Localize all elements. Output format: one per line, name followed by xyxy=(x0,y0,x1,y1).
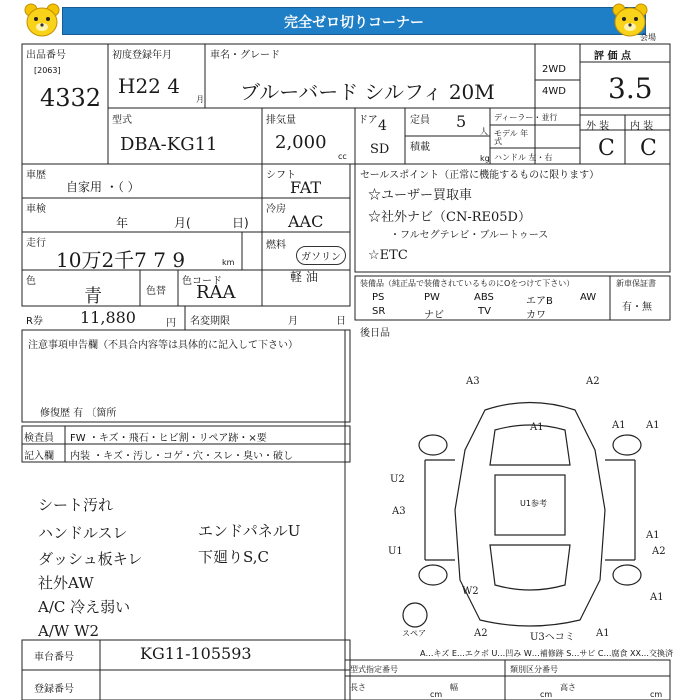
note-4: 社外AW xyxy=(38,574,94,592)
equip-leather: カワ xyxy=(526,310,546,321)
damage-u2: U2 xyxy=(390,474,405,485)
exterior-value: C xyxy=(598,136,615,161)
inspect-label: 車検 xyxy=(26,204,46,215)
damage-a1-right-low: A1 xyxy=(650,592,664,603)
kg-unit: kg xyxy=(480,154,490,163)
damage-a2-bottom: A2 xyxy=(474,628,488,639)
door-value2: SD xyxy=(370,142,390,157)
bottom-cm-2: cm xyxy=(540,690,553,699)
use-label: 車歴 xyxy=(26,170,46,181)
eval-label: 評 価 点 xyxy=(594,51,631,62)
lot-small: [2063] xyxy=(34,66,61,75)
fw-row: FW ・キズ・飛石・ヒビ割・リペア跡・×要 xyxy=(70,433,267,444)
lot-number: 4332 xyxy=(40,84,102,112)
sales-point-3: ・フルセグテレビ・ブルートゥース xyxy=(390,230,549,241)
damage-u3: U3ヘコミ xyxy=(530,632,575,643)
note-1: シート汚れ xyxy=(38,496,114,514)
handle-label: ハンドル 左・右 xyxy=(494,153,553,162)
equip-abs: ABS xyxy=(474,292,494,303)
first-reg-label: 初度登録年月 xyxy=(112,50,172,61)
right-note-1: エンドパネルU xyxy=(198,522,301,540)
bottom-model-label: 型式指定番号 xyxy=(350,665,398,674)
cc-unit: cc xyxy=(338,152,347,161)
load-label: 積載 xyxy=(410,142,430,153)
damage-w2: W2 xyxy=(462,586,479,597)
notes-label: 注意事項申告欄（不具合内容等は具体的に記入して下さい） xyxy=(28,340,298,351)
right-note-2: 下廻りS,C xyxy=(198,548,269,566)
chassis-value: KG11-105593 xyxy=(140,644,252,663)
equip-pw: PW xyxy=(424,292,440,303)
recycle-value: 11,880 xyxy=(80,308,136,327)
eval-value: 3.5 xyxy=(608,72,653,105)
bottom-cm-1: cm xyxy=(430,690,443,699)
damage-a2-right: A2 xyxy=(652,546,666,557)
warranty-label: 新車保証書 xyxy=(616,279,656,288)
note-6: A/W W2 xyxy=(38,622,100,640)
yen-unit: 円 xyxy=(166,318,176,329)
spare-label: スペア xyxy=(402,629,426,638)
entry-label: 記入欄 xyxy=(24,451,54,462)
corner-text: 会場 xyxy=(640,33,656,42)
first-reg-month: 月 xyxy=(196,95,204,104)
bottom-class-label: 類別区分番号 xyxy=(510,665,558,674)
km-unit: km xyxy=(222,258,235,267)
capacity-value: 5 xyxy=(456,112,467,131)
repair-label: 修復歴 有 〔箇所 xyxy=(40,408,117,419)
shift-label: シフト xyxy=(266,170,296,181)
model-year-label: モデル 年式 xyxy=(494,129,529,146)
bottom-height: 高さ xyxy=(560,683,576,692)
fuel-diesel: 軽 油 xyxy=(290,270,318,284)
rear-seat-label: 後日品 xyxy=(360,328,390,339)
exterior-label: 外 装 xyxy=(586,121,610,132)
warranty-value: 有・無 xyxy=(622,302,652,313)
use-value: 自家用 ・（ ） xyxy=(66,180,140,194)
day-unit: 日 xyxy=(336,316,346,327)
ac-label: 冷房 xyxy=(266,204,286,215)
color-change-label: 色替 xyxy=(146,286,166,297)
damage-a1-front: A1 xyxy=(530,422,544,433)
interior-value: C xyxy=(640,136,657,161)
car-label: 車名・グレード xyxy=(210,50,280,61)
displacement-label: 排気量 xyxy=(266,115,296,126)
bottom-cm-3: cm xyxy=(650,690,663,699)
month-unit: 月 xyxy=(288,316,298,327)
type-label: 型式 xyxy=(112,115,132,126)
legend: A…キズ E…エクボ U…凹み W…補修跡 S…サビ C…腐食 XX…交換済 xyxy=(420,649,674,658)
displacement-value: 2,000 xyxy=(275,132,327,153)
color-value: 青 xyxy=(84,286,102,307)
recycle-label: R券 xyxy=(26,316,43,327)
dealer-label: ディーラー・並行 xyxy=(494,113,558,122)
first-reg-value: H22 4 xyxy=(118,74,180,98)
damage-a1-bottom: A1 xyxy=(596,628,610,639)
mileage-label: 走行 xyxy=(26,238,46,249)
inspector-label: 検査員 xyxy=(24,433,54,444)
sales-label: セールスポイント（正常に機能するものに限ります） xyxy=(360,170,600,181)
mileage-value: 10万2千7 7 9 xyxy=(56,248,186,272)
inspect-month: 月( xyxy=(174,216,191,230)
equip-label: 装備品（純正品で装備されているものにOをつけて下さい） xyxy=(360,279,575,288)
equip-airbag: エアB xyxy=(526,296,553,307)
color-code-value: RAA xyxy=(196,282,236,303)
bottom-length: 長さ xyxy=(350,683,366,692)
drive-2wd: 2WD xyxy=(542,64,566,75)
ac-value: AAC xyxy=(288,212,324,231)
damage-a2-top: A2 xyxy=(586,376,600,387)
bottom-width: 幅 xyxy=(450,683,458,692)
equip-navi: ナビ xyxy=(424,310,444,321)
inspect-year: 年 xyxy=(116,216,129,230)
damage-a3-top: A3 xyxy=(466,376,480,387)
damage-a1-extra: A1 xyxy=(646,530,660,541)
sales-point-1: ☆ユーザー買取車 xyxy=(368,188,473,203)
door-value: 4 xyxy=(378,118,387,134)
center-note: U1参考 xyxy=(520,499,547,508)
damage-a1-right-top: A1 xyxy=(612,420,626,431)
note-5: A/C 冷え弱い xyxy=(38,598,131,616)
damage-a1-far-right: A1 xyxy=(646,420,660,431)
car-value: ブルーバード シルフィ 20M xyxy=(240,80,495,104)
chassis-label: 車台番号 xyxy=(34,652,74,663)
color-code-label: 色コード xyxy=(182,276,222,287)
equip-aw: AW xyxy=(580,292,597,303)
capacity-label: 定員 xyxy=(410,115,430,126)
equip-tv: TV xyxy=(478,306,491,317)
equip-ps: PS xyxy=(372,292,385,303)
note-2: ハンドルスレ xyxy=(38,524,128,542)
name-change-label: 名変期限 xyxy=(190,316,230,327)
interior-label: 内 装 xyxy=(630,121,654,132)
shift-value: FAT xyxy=(290,178,322,197)
sales-point-4: ☆ETC xyxy=(368,248,408,263)
interior-row: 内装 ・キズ・汚し・コゲ・穴・スレ・臭い・破し xyxy=(70,451,293,462)
fuel-label: 燃料 xyxy=(266,240,286,251)
sales-point-2: ☆社外ナビ（CN-RE05D） xyxy=(368,210,531,225)
equip-sr: SR xyxy=(372,306,386,317)
door-label: ドア xyxy=(358,115,378,126)
drive-4wd: 4WD xyxy=(542,86,566,97)
inspect-day: 日) xyxy=(232,216,249,230)
regno-label: 登録番号 xyxy=(34,684,74,695)
header-title: 完全ゼロ切りコーナー xyxy=(284,15,424,31)
type-value: DBA-KG11 xyxy=(120,134,218,155)
capacity-unit: 人 xyxy=(480,127,488,136)
damage-a3-left: A3 xyxy=(392,506,406,517)
fuel-gas: ガソリン xyxy=(296,246,346,265)
lot-label: 出品番号 xyxy=(26,50,66,61)
color-label: 色 xyxy=(26,276,36,287)
damage-u1: U1 xyxy=(388,546,403,557)
note-3: ダッシュ板キレ xyxy=(38,550,143,568)
